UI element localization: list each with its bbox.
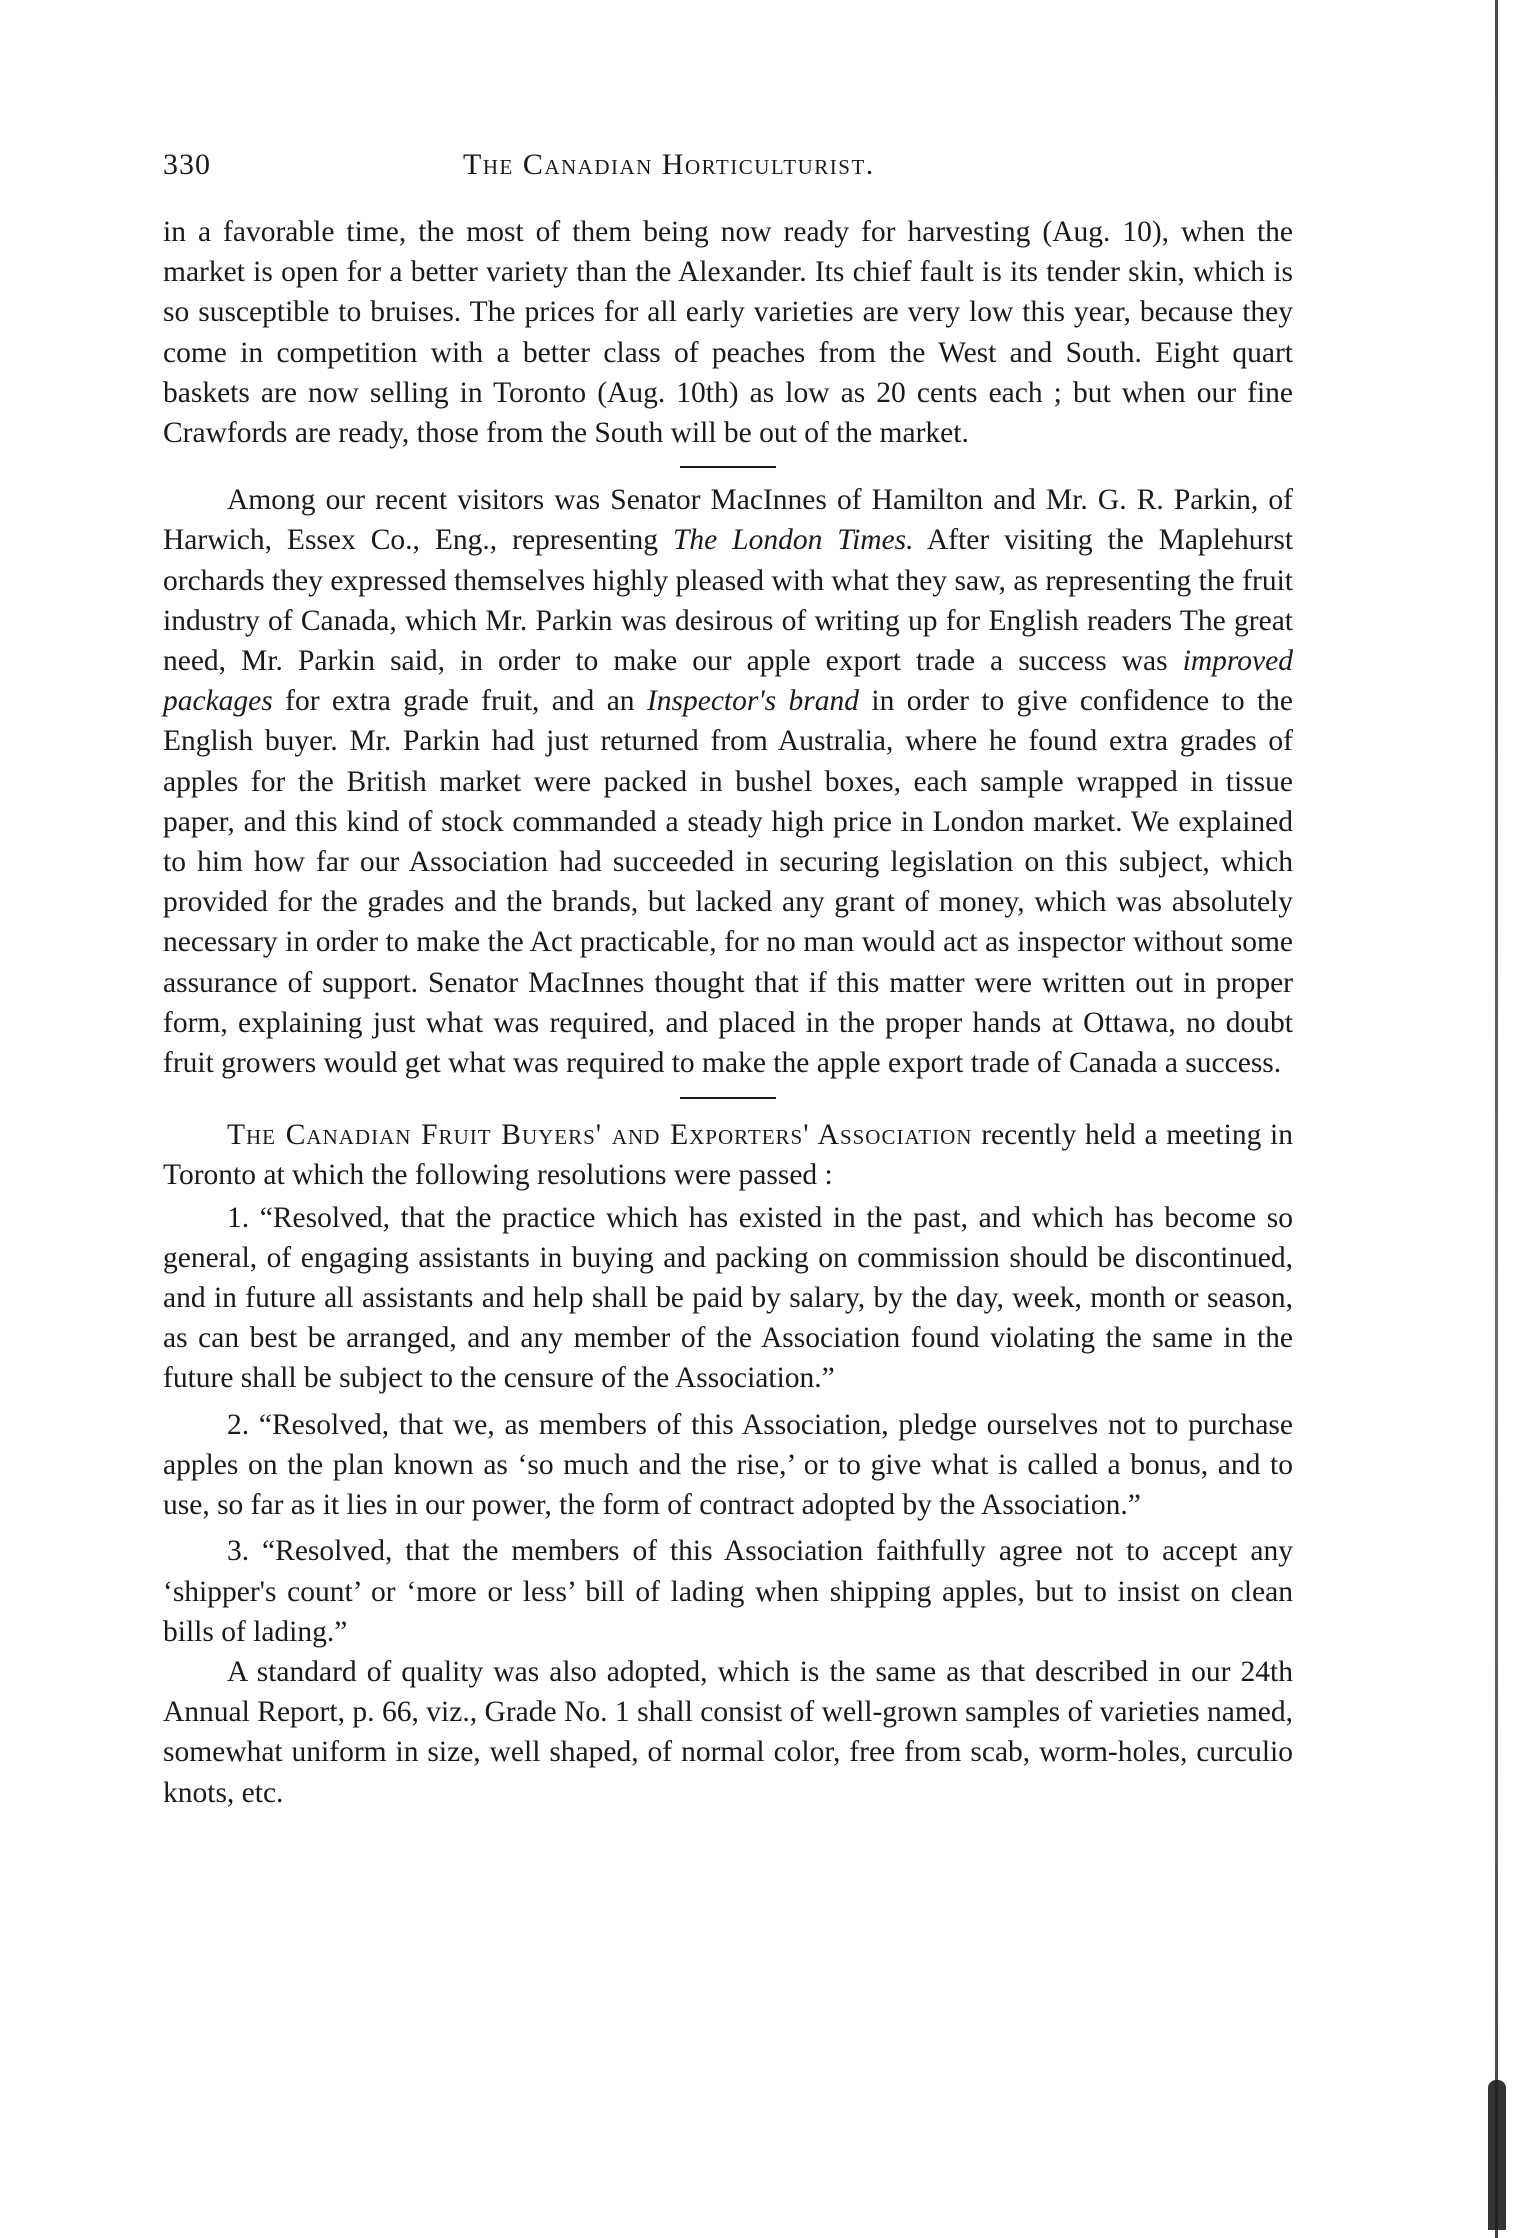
visitors-text-part2: After visiting the Maplehurst orchards they expressed themselves highly pleased with what they saw, as representing the fruit industry of Canada, which Mr. Parkin was desirous of writing up for English readers The great need, Mr. Parkin said, in order to make our apple export trade a success was [163, 524, 1294, 678]
running-title: The Canadian Horticulturist. [463, 148, 875, 181]
london-times-title: The London Times. [672, 524, 914, 557]
resolution-text: “Resolved, that the practice which has existed in the past, and which has become so general, of engaging assistants in buying and packing on commission should be discontinued, and in future all assistants and help shall be paid by salary, by the day, week, month or season, as can best be arranged, and any member of the Association found violating the same in the future shall be subject to the censure of the Association.” [163, 1201, 1293, 1395]
resolution-item [163, 1405, 1293, 1526]
body-text [163, 212, 1293, 1813]
resolution-number: 3. [227, 1535, 250, 1568]
paragraph-quality-standard: A standard of quality was also adopted, which is the same as that described in our 24th Annual Report, p. 66, viz., Grade No. 1 shall consist of well-grown samples of varieties named, somewhat uniform in size, well shaped, of normal color, free from scab, worm-holes, curculio knots, etc. [163, 1655, 1293, 1809]
association-intro-text: recently held a meeting in Toronto at which the following resolutions were passed : [163, 1119, 1294, 1192]
inspectors-brand-emphasis: Inspector's brand [646, 685, 860, 718]
paragraph-visitors [163, 480, 1293, 1083]
visitors-text-part3: for extra grade fruit, and an [272, 685, 647, 718]
resolution-text: “Resolved, that we, as members of this Association, pledge ourselves not to purchase apples on the plan known as ‘so much and the rise,’ or to give what is called a bonus, and to use, so far as it lies in our power, the form of contract adopted by the Association.” [163, 1408, 1293, 1522]
resolution-number: 1. [227, 1201, 250, 1234]
visitors-text-part1: Among our recent visitors was Senator MacInnes of Hamilton and Mr. G. R. Parkin, of Harwich, Essex Co., Eng., representing [163, 484, 1293, 557]
section-divider [680, 1097, 776, 1099]
resolution-item [163, 1531, 1293, 1652]
scan-edge-blot [1488, 2080, 1506, 2230]
resolution-text: “Resolved, that the members of this Association faithfully agree not to accept any ‘shipper's count’ or ‘more or less’ bill of lading when shipping apples, but to insist on clean bills of lading.” [163, 1535, 1293, 1648]
page-header [163, 148, 1293, 188]
resolution-item [163, 1198, 1293, 1399]
scan-edge-shadow [1495, 0, 1498, 2238]
association-name: The Canadian Fruit Buyers' and Exporters' Association [227, 1119, 973, 1152]
page-number: 330 [163, 148, 211, 181]
improved-packages-emphasis: improved packages [163, 645, 1293, 718]
resolution-number: 2. [227, 1408, 250, 1441]
section-divider [680, 466, 776, 468]
paragraph-peaches: in a favorable time, the most of them being now ready for harvesting (Aug. 10), when the market is open for a better variety than the Alexander. Its chief fault is its tender skin, which is so susceptible to bruises. The prices for all early varieties are very low this year, because they come in competition with a better class of peaches from the West and South. Eight quart baskets are now selling in Toronto (Aug. 10th) as low as 20 cents each ; but when our fine Crawfords are ready, those from the South will be out of the market. [163, 216, 1293, 450]
visitors-text-part4: in order to give confidence to the English buyer. Mr. Parkin had just returned from Australia, where he found extra grades of apples for the British market were packed in bushel boxes, each sample wrapped in tissue paper, and this kind of stock commanded a steady high price in London market. We explained to him how far our Association had succeeded in securing legislation on this subject, which provided for the grades and the brands, but lacked any grant of money, which was absolutely necessary in order to make the Act practicable, for no man would act as inspector without some assurance of support. Senator MacInnes thought that if this matter were written out in proper form, explaining just what was required, and placed in the proper hands at Ottawa, no doubt fruit growers would get what was required to make the apple export trade of Canada a success. [163, 685, 1294, 1080]
paragraph-association-intro [163, 1115, 1293, 1195]
